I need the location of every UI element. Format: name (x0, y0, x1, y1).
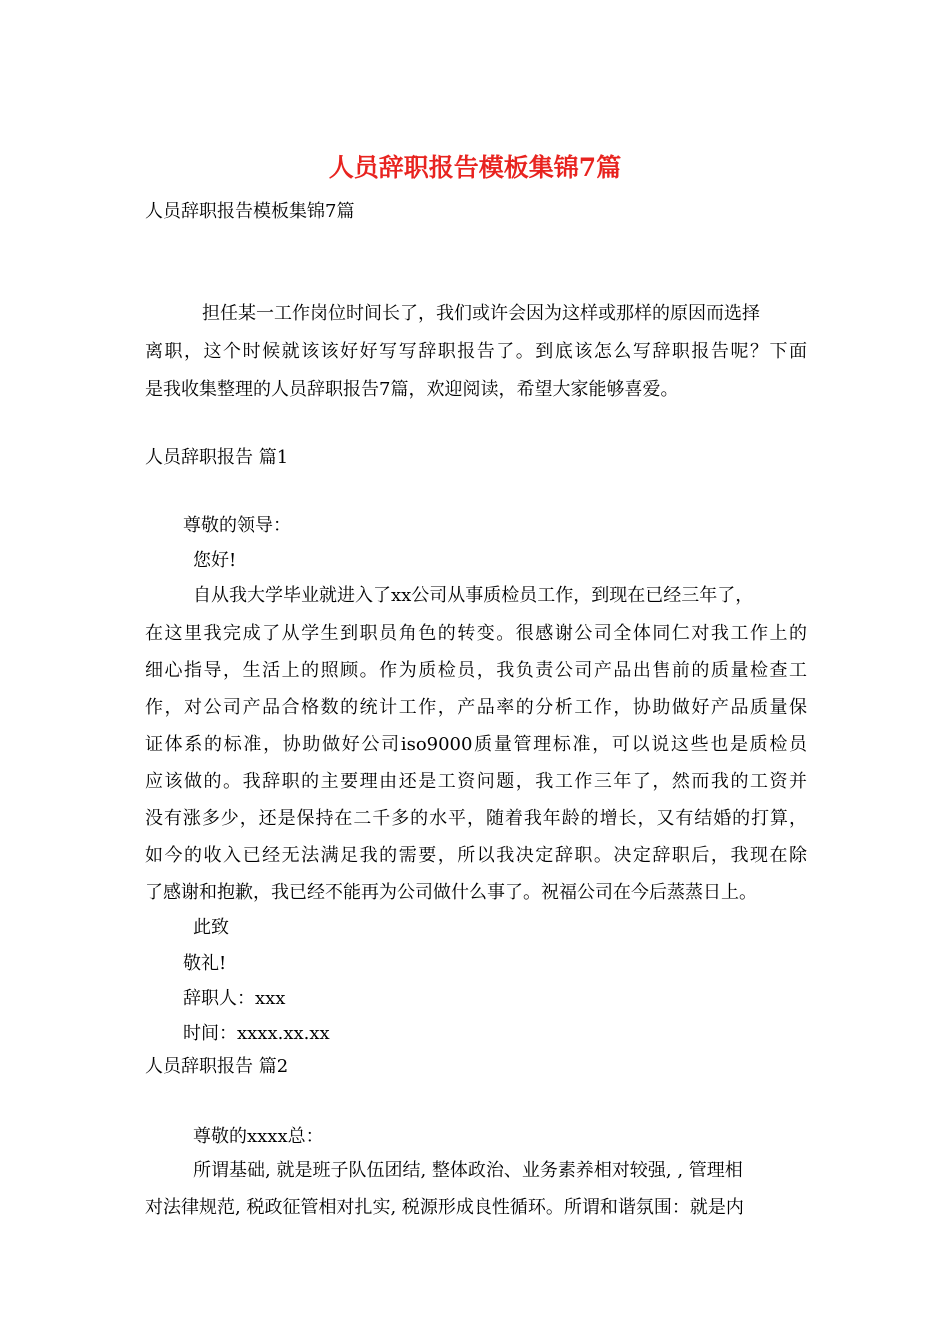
body-line: 如今的收入已经无法满足我的需要，所以我决定辞职。决定辞职后，我现在除 (145, 845, 807, 866)
salutation: 尊敬的xxxx总： (193, 1126, 324, 1147)
salutation: 尊敬的领导： (183, 515, 291, 536)
closing-line: 此致 (193, 917, 229, 938)
body-line: 证体系的标准，协助做好公司iso9000质量管理标准，可以说这些也是质检员 (145, 734, 807, 755)
section-heading: 人员辞职报告 篇1 (145, 447, 289, 468)
body-line: 自从我大学毕业就进入了xx公司从事质检员工作，到现在已经三年了， (193, 585, 754, 606)
greeting: 您好! (193, 550, 237, 571)
closing-line: 敬礼! (183, 953, 227, 974)
intro-line: 是我收集整理的人员辞职报告7篇，欢迎阅读，希望大家能够喜爱。 (145, 379, 679, 400)
body-line: 细心指导，生活上的照顾。作为质检员，我负责公司产品出售前的质量检查工 (145, 660, 807, 681)
intro-line: 担任某一工作岗位时间长了，我们或许会因为这样或那样的原因而选择 (202, 303, 760, 324)
body-line: 应该做的。我辞职的主要理由还是工资问题，我工作三年了，然而我的工资并 (145, 771, 807, 792)
body-line: 没有涨多少，还是保持在二千多的水平，随着我年龄的增长，又有结婚的打算， (145, 808, 807, 829)
document-title: 人员辞职报告模板集锦7篇 (328, 153, 622, 182)
intro-line: 离职，这个时候就该该好好写写辞职报告了。到底该怎么写辞职报告呢？下面 (145, 341, 807, 362)
body-line: 了感谢和抱歉，我已经不能再为公司做什么事了。祝福公司在今后蒸蒸日上。 (145, 882, 757, 903)
body-line: 对法律规范, 税政征管相对扎实, 税源形成良性循环。所谓和谐氛围：就是内 (145, 1197, 744, 1218)
document-subtitle: 人员辞职报告模板集锦7篇 (145, 201, 355, 222)
body-line: 在这里我完成了从学生到职员角色的转变。很感谢公司全体同仁对我工作上的 (145, 623, 807, 644)
section-heading: 人员辞职报告 篇2 (145, 1056, 289, 1077)
signer-line: 辞职人：xxx (183, 988, 286, 1009)
body-line: 所谓基础, 就是班子队伍团结, 整体政治、业务素养相对较强, , 管理相 (193, 1160, 743, 1181)
date-line: 时间：xxxx.xx.xx (183, 1023, 330, 1044)
body-line: 作，对公司产品合格数的统计工作，产品率的分析工作，协助做好产品质量保 (145, 697, 807, 718)
